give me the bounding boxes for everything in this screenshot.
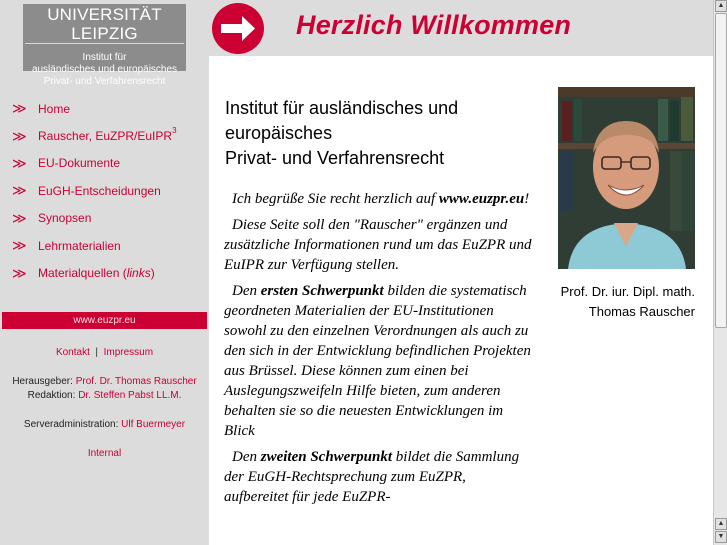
nav-item-italic: links [126,266,151,281]
redaktion-link[interactable]: Dr. Steffen Pabst LL.M. [78,390,182,401]
text: bildet die Sammlung der EuGH-Rechtsprechung zum EuZPR, aufbereitet für jede EuZPR- [224,449,520,505]
nav-item-materialquellen[interactable] [12,259,208,286]
text: bilden die systematisch geordneten Materialien der EU-Institutionen sowohl zu den einzelnen Verordnungen als auch zu den sich in der Entwicklung befindlichen Projekten aus Brüssel. Diese können zum einen bei Auslegungszweifeln Hilfe bieten, zum anderen behalten sie so die neuesten Entwicklungen im Blick [224,283,531,439]
site-link-text: www.euzpr.eu [438,191,525,207]
nav-item-text: Materialquellen ( [38,266,127,281]
double-chevron-icon: ≫ [12,209,26,226]
logo-line: Privat- und Verfahrensrecht [43,76,166,87]
nav-item-eugh[interactable] [12,177,208,204]
redaktion-label: Redaktion: [27,390,76,401]
credits [0,375,209,403]
serveradmin [0,419,209,430]
kontakt-link[interactable]: Kontakt [55,347,90,358]
paragraph [224,281,534,441]
paragraph: Diese Seite soll den "Rauscher" ergänzen und zusätzliche Informationen rund um das EuZPR und EuIPR zur Verfügung stellen. [224,217,532,273]
nav-item-label: Lehrmaterialien [38,238,121,253]
arrow-right-circle-icon [212,3,264,54]
nav-item-synopsen[interactable] [12,205,208,232]
logo-subtitle [23,44,186,88]
serveradmin-link[interactable]: Ulf Buermeyer [121,419,186,430]
scroll-down-button[interactable]: ▼ [715,531,727,543]
university-logo[interactable] [23,4,186,87]
portrait-photo [558,87,695,269]
text: Den [232,449,257,465]
main-content [209,56,713,545]
nav-item-rauscher[interactable] [12,122,208,149]
impressum-link[interactable]: Impressum [103,347,154,358]
internal-link[interactable]: Internal [87,448,122,459]
caption-line: Prof. Dr. iur. Dipl. math. [560,284,695,299]
scroll-up-button[interactable]: ▲ [715,0,727,12]
logo-line: Institut für [82,52,127,63]
text: Ich begrüße Sie recht herzlich auf [232,191,436,207]
double-chevron-icon: ≫ [12,100,26,117]
institute-title-line: europäisches [225,123,333,143]
footer-links [0,347,209,358]
double-chevron-icon: ≫ [12,264,26,281]
sidebar [0,0,209,545]
emphasis: ersten Schwerpunkt [260,283,384,299]
arrow-right-icon [212,3,264,54]
edition-superscript: 3 [172,126,177,136]
text: Den [232,283,257,299]
herausgeber-link[interactable]: Prof. Dr. Thomas Rauscher [75,376,197,387]
site-url-bar[interactable]: www.euzpr.eu [2,312,207,329]
vertical-scrollbar[interactable] [713,0,727,545]
page-title: Herzlich Willkommen [296,10,572,40]
link-separator: | [95,347,99,358]
scroll-up-button-lower[interactable]: ▲ [715,518,727,530]
nav-item-label: EuGH-Entscheidungen [38,183,161,198]
double-chevron-icon: ≫ [12,182,26,199]
nav-item-label: EU-Dokumente [38,156,121,171]
scrollbar-thumb[interactable] [715,13,727,328]
nav-item-home[interactable] [12,95,208,122]
paragraph [224,189,534,209]
logo-line: ausländisches und europäisches [31,64,178,75]
nav-item-label [38,126,177,144]
institute-title [225,96,525,171]
nav-item-label: Synopsen [38,211,92,226]
portrait-caption [547,282,695,322]
herausgeber-label: Herausgeber: [12,376,73,387]
institute-title-line: Privat- und Verfahrensrecht [225,148,445,168]
nav-item-label [38,266,155,280]
nav-item-label: Home [38,101,71,116]
text: ! [524,191,530,207]
logo-title: UNIVERSITÄT LEIPZIG [25,4,184,44]
page-header [209,0,713,55]
institute-title-line: Institut für ausländisches und [225,98,459,118]
internal-area [0,448,209,459]
nav-item-text: Rauscher, EuZPR/EuIPR [38,129,173,144]
portrait-image [558,87,695,269]
welcome-text [224,189,534,513]
main-nav [12,95,208,287]
caption-line: Thomas Rauscher [588,304,695,319]
double-chevron-icon: ≫ [12,237,26,254]
double-chevron-icon: ≫ [12,154,26,171]
nav-item-eu-dokumente[interactable] [12,150,208,177]
paragraph [224,447,534,507]
nav-item-lehrmaterialien[interactable] [12,232,208,259]
serveradmin-label: Serveradministration: [23,419,119,430]
emphasis: zweiten Schwerpunkt [260,449,393,465]
nav-item-text: ) [150,266,155,281]
double-chevron-icon: ≫ [12,127,26,144]
